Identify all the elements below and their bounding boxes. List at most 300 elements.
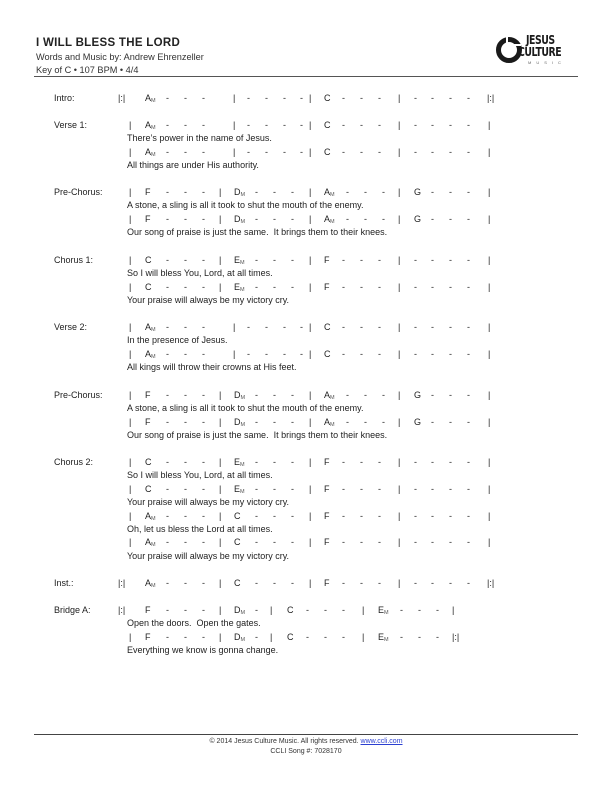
beat-dash: - <box>255 187 258 197</box>
beat-dash: - <box>166 605 169 615</box>
barline: | <box>309 213 312 224</box>
beat-dash: - <box>166 322 169 332</box>
barline: | <box>398 120 401 130</box>
chord-line <box>0 578 612 590</box>
beat-dash: - <box>418 605 421 615</box>
beat-dash: - <box>449 281 452 292</box>
beat-dash: - <box>342 457 345 467</box>
barline: | <box>398 578 401 588</box>
beat-dash: - <box>283 348 286 359</box>
barline: | <box>398 213 401 224</box>
beat-dash: - <box>449 93 452 103</box>
barline: | <box>233 348 236 359</box>
beat-dash: - <box>283 146 286 157</box>
beat-dash: - <box>449 120 452 130</box>
ccli-link[interactable]: www.ccli.com <box>360 738 403 745</box>
repeat-barline: |:| <box>487 578 495 588</box>
beat-dash: - <box>436 605 439 615</box>
barline: | <box>398 322 401 332</box>
chord-symbol: G <box>414 416 422 427</box>
beat-dash: - <box>414 457 417 467</box>
barline: | <box>488 255 491 265</box>
beat-dash: - <box>273 578 276 588</box>
beat-dash: - <box>414 146 417 157</box>
beat-dash: - <box>449 457 452 467</box>
beat-dash: - <box>202 578 205 588</box>
section-label: Chorus 1: <box>54 255 94 265</box>
beat-dash: - <box>184 578 187 588</box>
beat-dash: - <box>166 187 169 197</box>
beat-dash: - <box>414 322 417 332</box>
beat-dash: - <box>273 390 276 400</box>
chord-symbol: $E_M$ <box>234 483 245 495</box>
beat-dash: - <box>449 483 452 494</box>
barline: | <box>219 605 222 615</box>
beat-dash: - <box>449 390 452 400</box>
beat-dash: - <box>184 631 187 642</box>
barline: | <box>488 348 491 359</box>
beat-dash: - <box>360 146 363 157</box>
jesus-culture-logo <box>494 32 568 74</box>
barline: | <box>398 187 401 197</box>
barline: | <box>129 255 132 265</box>
chord-symbol: F <box>324 483 330 494</box>
beat-dash: - <box>184 146 187 157</box>
lyric-line: Our song of praise is just the same. It brings them to their knees. <box>127 430 388 441</box>
chord-symbol: $A_M$ <box>145 578 156 589</box>
beat-dash: - <box>360 348 363 359</box>
beat-dash: - <box>360 120 363 130</box>
beat-dash: - <box>273 255 276 265</box>
chord-line <box>0 632 612 644</box>
beat-dash: - <box>300 120 303 130</box>
chord-symbol: $E_M$ <box>378 631 389 643</box>
beat-dash: - <box>306 631 309 642</box>
beat-dash: - <box>291 390 294 400</box>
chord-symbol: $A_M$ <box>145 537 156 549</box>
chord-symbol: G <box>414 213 422 224</box>
beat-dash: - <box>273 457 276 467</box>
beat-dash: - <box>273 187 276 197</box>
barline: | <box>129 322 132 332</box>
barline: | <box>270 631 273 642</box>
barline: | <box>309 578 312 588</box>
beat-dash: - <box>449 146 452 157</box>
barline: | <box>309 457 312 467</box>
barline: | <box>219 390 222 400</box>
beat-dash: - <box>414 255 417 265</box>
beat-dash: - <box>184 93 187 103</box>
beat-dash: - <box>378 255 381 265</box>
beat-dash: - <box>247 146 250 157</box>
beat-dash: - <box>283 93 286 103</box>
copyright-text: © 2014 Jesus Culture Music. All rights reserved. <box>209 738 359 745</box>
chord-symbol: F <box>145 605 151 615</box>
repeat-barline: |:| <box>118 605 126 615</box>
footer-divider <box>34 734 578 735</box>
beat-dash: - <box>467 255 470 265</box>
beat-dash: - <box>382 213 385 224</box>
beat-dash: - <box>342 605 345 615</box>
chord-symbol: F <box>324 510 330 521</box>
beat-dash: - <box>346 187 349 197</box>
beat-dash: - <box>291 537 294 548</box>
beat-dash: - <box>360 255 363 265</box>
barline: | <box>309 281 312 292</box>
barline: | <box>129 483 132 494</box>
chord-symbol: $E_M$ <box>234 457 245 468</box>
barline: | <box>488 213 491 224</box>
beat-dash: - <box>342 93 345 103</box>
chord-symbol: $D_M$ <box>234 187 246 198</box>
beat-dash: - <box>202 93 205 103</box>
beat-dash: - <box>273 483 276 494</box>
beat-dash: - <box>364 416 367 427</box>
beat-dash: - <box>467 510 470 521</box>
barline: | <box>398 348 401 359</box>
lyric-line: A stone, a sling is all it took to shut the mouth of the enemy. <box>127 200 364 211</box>
beat-dash: - <box>467 416 470 427</box>
barline: | <box>309 348 312 359</box>
beat-dash: - <box>378 537 381 548</box>
beat-dash: - <box>378 483 381 494</box>
barline: | <box>398 146 401 157</box>
beat-dash: - <box>184 457 187 467</box>
beat-dash: - <box>467 457 470 467</box>
chord-symbol: $E_M$ <box>378 605 389 616</box>
beat-dash: - <box>184 255 187 265</box>
chord-symbol: F <box>324 578 330 588</box>
beat-dash: - <box>184 213 187 224</box>
beat-dash: - <box>166 255 169 265</box>
chord-symbol: $A_M$ <box>145 510 156 522</box>
beat-dash: - <box>431 146 434 157</box>
beat-dash: - <box>342 537 345 548</box>
beat-dash: - <box>378 457 381 467</box>
chord-line <box>0 417 612 429</box>
beat-dash: - <box>431 187 434 197</box>
barline: | <box>488 483 491 494</box>
beat-dash: - <box>255 457 258 467</box>
beat-dash: - <box>364 187 367 197</box>
beat-dash: - <box>166 348 169 359</box>
barline: | <box>309 93 312 103</box>
beat-dash: - <box>202 322 205 332</box>
beat-dash: - <box>346 390 349 400</box>
chord-symbol: F <box>324 255 330 265</box>
barline: | <box>309 510 312 521</box>
barline: | <box>219 213 222 224</box>
lyric-line: Oh, let us bless the Lord at all times. <box>127 524 273 534</box>
barline: | <box>488 322 491 332</box>
beat-dash: - <box>431 213 434 224</box>
logo-word-culture: CULTURE <box>518 45 562 59</box>
beat-dash: - <box>255 605 258 615</box>
barline: | <box>309 416 312 427</box>
beat-dash: - <box>431 457 434 467</box>
barline: | <box>129 537 132 548</box>
beat-dash: - <box>273 281 276 292</box>
barline: | <box>309 255 312 265</box>
chord-symbol: F <box>145 416 151 427</box>
header-divider <box>34 76 578 77</box>
barline: | <box>398 457 401 467</box>
repeat-barline: |:| <box>487 93 495 103</box>
barline: | <box>219 281 222 292</box>
chord-line <box>0 187 612 199</box>
beat-dash: - <box>382 416 385 427</box>
beat-dash: - <box>184 483 187 494</box>
chord-symbol: $A_M$ <box>145 146 156 158</box>
beat-dash: - <box>265 93 268 103</box>
beat-dash: - <box>291 281 294 292</box>
section-label: Verse 1: <box>54 120 88 130</box>
barline: | <box>129 187 132 197</box>
beat-dash: - <box>342 146 345 157</box>
beat-dash: - <box>467 213 470 224</box>
beat-dash: - <box>202 213 205 224</box>
beat-dash: - <box>255 578 258 588</box>
beat-dash: - <box>467 281 470 292</box>
beat-dash: - <box>166 281 169 292</box>
barline: | <box>362 631 365 642</box>
section-label: Pre-Chorus: <box>54 390 103 400</box>
beat-dash: - <box>418 631 421 642</box>
beat-dash: - <box>202 390 205 400</box>
beat-dash: - <box>300 146 303 157</box>
chord-line <box>0 120 612 132</box>
beat-dash: - <box>255 510 258 521</box>
repeat-barline: |:| <box>452 631 460 642</box>
section-label: Verse 2: <box>54 322 88 332</box>
barline: | <box>233 120 236 130</box>
beat-dash: - <box>324 631 327 642</box>
beat-dash: - <box>265 120 268 130</box>
beat-dash: - <box>467 93 470 103</box>
beat-dash: - <box>184 322 187 332</box>
beat-dash: - <box>431 510 434 521</box>
beat-dash: - <box>247 322 250 332</box>
logo-word-music: MUSIC <box>528 60 566 65</box>
beat-dash: - <box>265 348 268 359</box>
repeat-barline: |:| <box>118 93 126 103</box>
chord-symbol: G <box>414 390 422 400</box>
beat-dash: - <box>255 537 258 548</box>
chord-line <box>0 511 612 523</box>
beat-dash: - <box>184 537 187 548</box>
beat-dash: - <box>273 510 276 521</box>
chord-symbol: $A_M$ <box>324 187 335 198</box>
chord-symbol: $A_M$ <box>145 322 156 333</box>
beat-dash: - <box>166 213 169 224</box>
beat-dash: - <box>360 457 363 467</box>
beat-dash: - <box>467 120 470 130</box>
beat-dash: - <box>291 483 294 494</box>
beat-dash: - <box>255 483 258 494</box>
beat-dash: - <box>378 510 381 521</box>
barline: | <box>129 281 132 292</box>
chord-line <box>0 457 612 469</box>
beat-dash: - <box>431 348 434 359</box>
chord-symbol: F <box>145 213 151 224</box>
beat-dash: - <box>467 537 470 548</box>
beat-dash: - <box>265 146 268 157</box>
beat-dash: - <box>467 348 470 359</box>
section-label: Chorus 2: <box>54 457 94 467</box>
beat-dash: - <box>291 578 294 588</box>
beat-dash: - <box>382 187 385 197</box>
lyric-line: Your praise will always be my victory cry. <box>127 497 290 508</box>
beat-dash: - <box>255 631 258 642</box>
beat-dash: - <box>400 631 403 642</box>
beat-dash: - <box>291 255 294 265</box>
chord-symbol: C <box>145 281 152 292</box>
beat-dash: - <box>202 187 205 197</box>
beat-dash: - <box>342 631 345 642</box>
beat-dash: - <box>431 537 434 548</box>
beat-dash: - <box>467 483 470 494</box>
beat-dash: - <box>360 281 363 292</box>
beat-dash: - <box>166 146 169 157</box>
barline: | <box>233 93 236 103</box>
beat-dash: - <box>467 146 470 157</box>
chord-symbol: $E_M$ <box>234 281 245 293</box>
barline: | <box>219 483 222 494</box>
chord-symbol: $D_M$ <box>234 390 246 401</box>
barline: | <box>219 457 222 467</box>
beat-dash: - <box>283 120 286 130</box>
beat-dash: - <box>184 390 187 400</box>
beat-dash: - <box>342 281 345 292</box>
barline: | <box>219 187 222 197</box>
beat-dash: - <box>431 578 434 588</box>
beat-dash: - <box>291 213 294 224</box>
barline: | <box>309 146 312 157</box>
beat-dash: - <box>449 510 452 521</box>
beat-dash: - <box>431 416 434 427</box>
beat-dash: - <box>202 416 205 427</box>
barline: | <box>309 187 312 197</box>
beat-dash: - <box>360 578 363 588</box>
beat-dash: - <box>382 390 385 400</box>
beat-dash: - <box>414 93 417 103</box>
beat-dash: - <box>247 120 250 130</box>
barline: | <box>309 537 312 548</box>
chord-line <box>0 147 612 159</box>
barline: | <box>270 605 273 615</box>
beat-dash: - <box>431 322 434 332</box>
barline: | <box>398 390 401 400</box>
barline: | <box>219 416 222 427</box>
chord-symbol: C <box>287 605 294 615</box>
chord-line <box>0 484 612 496</box>
beat-dash: - <box>431 390 434 400</box>
section-label: Inst.: <box>54 578 74 588</box>
beat-dash: - <box>414 483 417 494</box>
lyric-line: There’s power in the name of Jesus. <box>127 133 272 144</box>
chord-line <box>0 322 612 334</box>
chord-symbol: F <box>324 281 330 292</box>
chord-symbol: F <box>324 537 330 548</box>
section-label: Pre-Chorus: <box>54 187 103 197</box>
beat-dash: - <box>360 537 363 548</box>
beat-dash: - <box>414 281 417 292</box>
beat-dash: - <box>449 213 452 224</box>
chord-symbol: $A_M$ <box>324 416 335 428</box>
barline: | <box>488 416 491 427</box>
barline: | <box>129 348 132 359</box>
chord-symbol: C <box>324 348 331 359</box>
chord-symbol: F <box>145 390 151 400</box>
beat-dash: - <box>255 255 258 265</box>
chord-symbol: C <box>234 510 241 521</box>
song-credits: Words and Music by: Andrew Ehrenzeller <box>36 52 204 62</box>
beat-dash: - <box>291 457 294 467</box>
barline: | <box>488 120 491 130</box>
beat-dash: - <box>467 322 470 332</box>
beat-dash: - <box>449 187 452 197</box>
beat-dash: - <box>414 120 417 130</box>
logo-notch <box>506 35 508 45</box>
lyric-line: Everything we know is gonna change. <box>127 645 279 656</box>
beat-dash: - <box>414 578 417 588</box>
beat-dash: - <box>467 187 470 197</box>
beat-dash: - <box>300 322 303 332</box>
beat-dash: - <box>449 578 452 588</box>
beat-dash: - <box>378 120 381 130</box>
chord-symbol: F <box>324 457 330 467</box>
chord-symbol: $D_M$ <box>234 213 246 225</box>
beat-dash: - <box>202 281 205 292</box>
beat-dash: - <box>166 457 169 467</box>
lyric-line: A stone, a sling is all it took to shut the mouth of the enemy. <box>127 403 364 414</box>
beat-dash: - <box>166 120 169 130</box>
beat-dash: - <box>184 281 187 292</box>
barline: | <box>488 457 491 467</box>
chord-line <box>0 282 612 294</box>
beat-dash: - <box>202 120 205 130</box>
beat-dash: - <box>378 93 381 103</box>
beat-dash: - <box>166 483 169 494</box>
section-label: Bridge A: <box>54 605 91 615</box>
beat-dash: - <box>436 631 439 642</box>
barline: | <box>488 390 491 400</box>
chord-symbol: C <box>145 255 152 265</box>
chord-symbol: C <box>324 322 331 332</box>
chord-line <box>0 605 612 617</box>
beat-dash: - <box>449 255 452 265</box>
barline: | <box>452 605 455 615</box>
chord-symbol: $A_M$ <box>324 213 335 225</box>
beat-dash: - <box>360 510 363 521</box>
beat-dash: - <box>431 120 434 130</box>
barline: | <box>398 281 401 292</box>
beat-dash: - <box>273 213 276 224</box>
chord-symbol: $E_M$ <box>234 255 245 266</box>
barline: | <box>488 281 491 292</box>
chord-symbol: C <box>287 631 294 642</box>
beat-dash: - <box>346 213 349 224</box>
footer-copyright-line <box>0 738 612 745</box>
beat-dash: - <box>414 348 417 359</box>
beat-dash: - <box>378 281 381 292</box>
chord-symbol: C <box>324 146 331 157</box>
beat-dash: - <box>184 605 187 615</box>
chord-symbol: G <box>414 187 422 197</box>
barline: | <box>488 537 491 548</box>
barline: | <box>129 390 132 400</box>
barline: | <box>488 510 491 521</box>
